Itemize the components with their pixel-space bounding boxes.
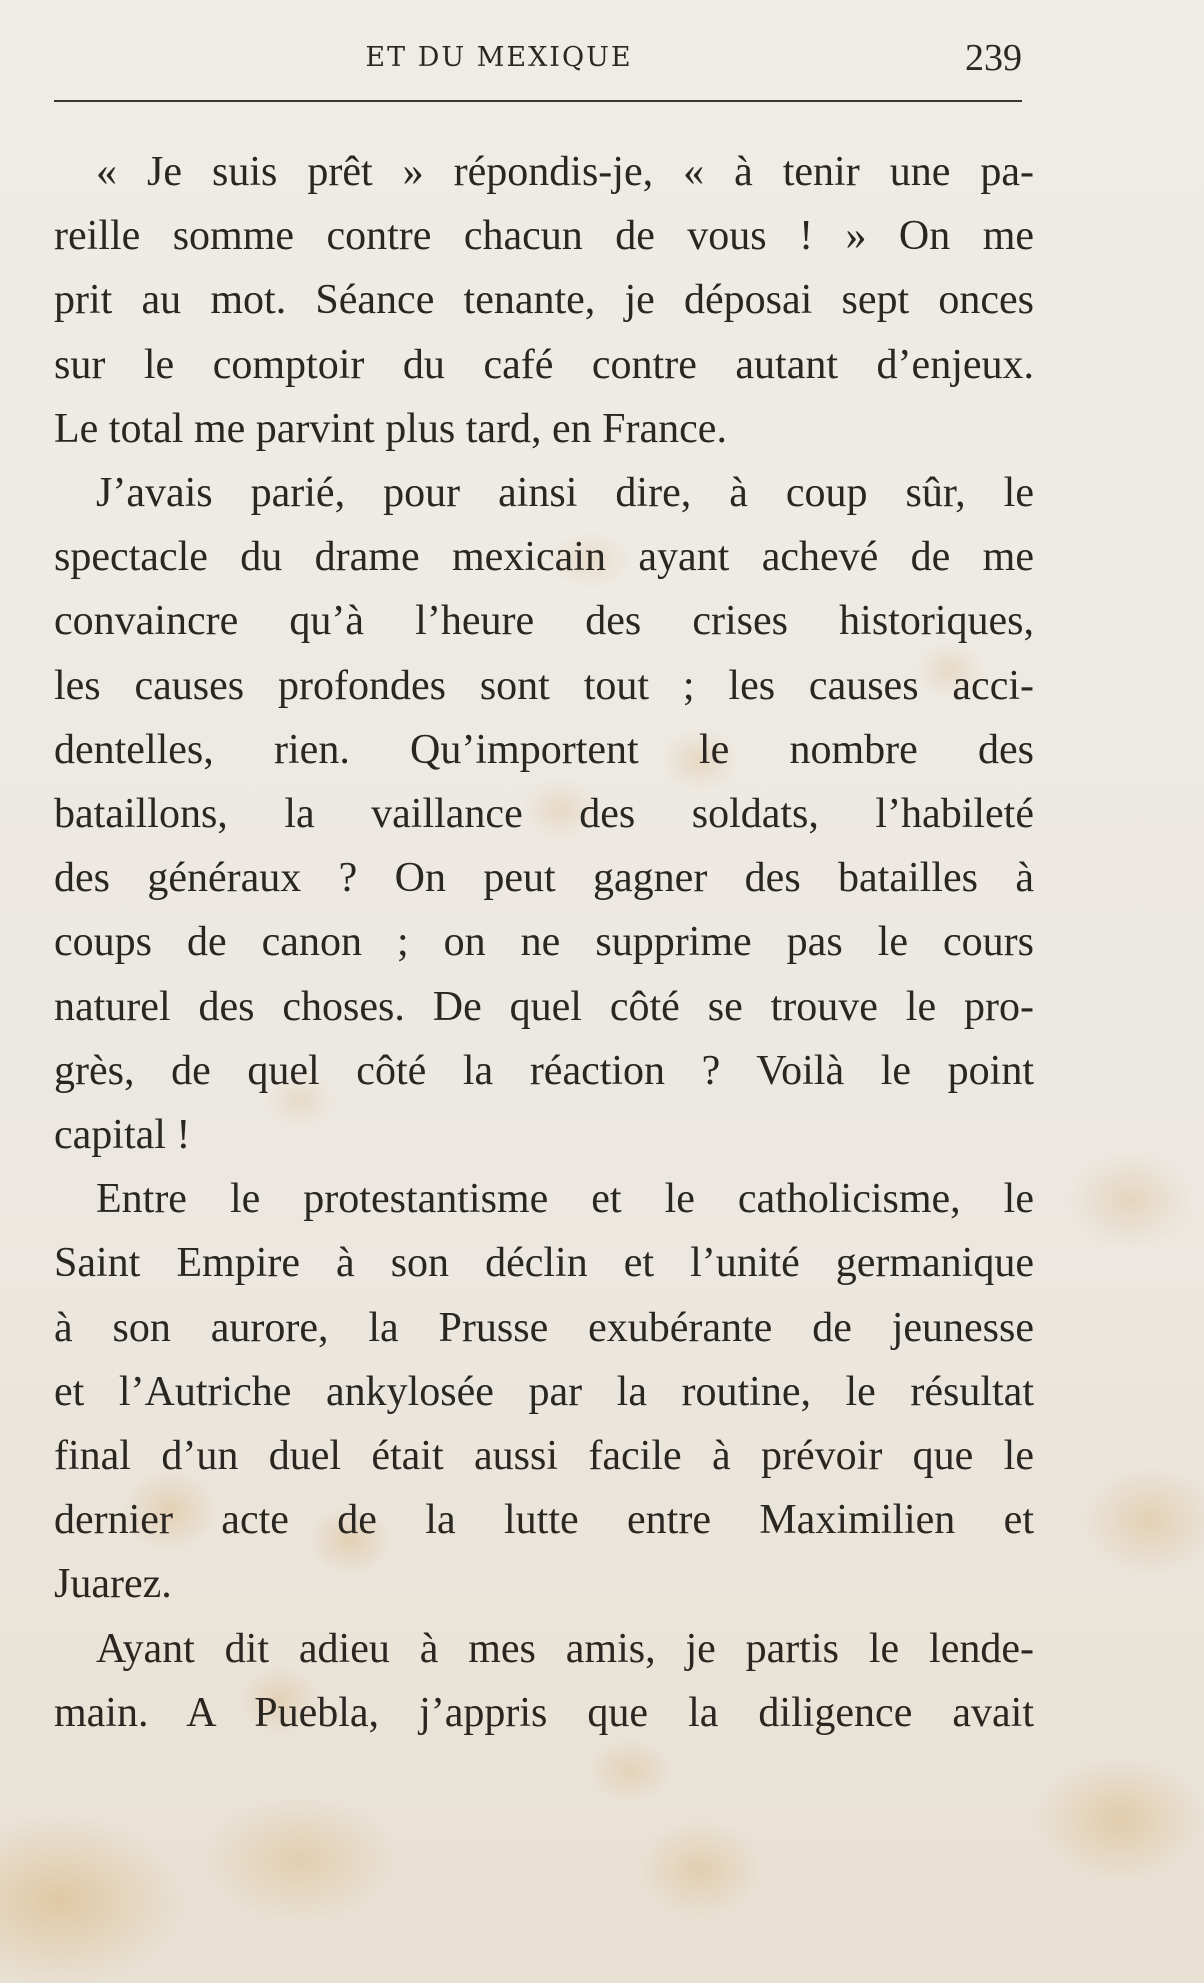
page-number: 239 <box>965 37 1022 79</box>
text-line: main. A Puebla, j’appris que la diligence avait <box>54 1689 1034 1736</box>
text-line: sur le comptoir du café contre autant d’enjeux. <box>54 341 1034 388</box>
text-line: Ayant dit adieu à mes amis, je partis le lende- <box>96 1625 1034 1672</box>
text-line: bataillons, la vaillance des soldats, l’habileté <box>54 791 1034 838</box>
running-head-title: ET DU MEXIQUE <box>365 42 633 73</box>
text-line: et l’Autriche ankylosée par la routine, le résultat <box>54 1368 1034 1415</box>
text-line: « Je suis prêt » répondis-je, « à tenir une pa- <box>96 149 1034 195</box>
text-line: convaincre qu’à l’heure des crises historiques, <box>54 598 1034 645</box>
text-line: J’avais parié, pour ainsi dire, à coup sûr, le <box>96 470 1034 517</box>
text-line: capital ! <box>54 1112 191 1159</box>
text-line: coups de canon ; on ne supprime pas le cours <box>54 919 1034 966</box>
text-line: Saint Empire à son déclin et l’unité germanique <box>54 1240 1034 1287</box>
text-line: des généraux ? On peut gagner des batailles à <box>54 855 1034 902</box>
paragraph-4 <box>54 1617 1034 1745</box>
text-line: dernier acte de la lutte entre Maximilien et <box>54 1497 1034 1544</box>
text-line: à son aurore, la Prusse exubérante de jeunesse <box>54 1304 1034 1351</box>
header-rule <box>54 100 1022 102</box>
running-head <box>56 36 1022 79</box>
text-line: reille somme contre chacun de vous ! » On me <box>54 213 1034 260</box>
body-text <box>54 140 1034 1745</box>
text-line: grès, de quel côté la réaction ? Voilà le point <box>54 1047 1034 1094</box>
paragraph-3 <box>54 1167 1034 1616</box>
text-line: les causes profondes sont tout ; les causes acci- <box>54 662 1034 709</box>
text-line: prit au mot. Séance tenante, je déposai sept onces <box>54 277 1034 324</box>
text-line: spectacle du drame mexicain ayant achevé de me <box>54 534 1034 581</box>
text-line: naturel des choses. De quel côté se trouve le pro- <box>54 983 1034 1030</box>
text-line: Le total me parvint plus tard, en France. <box>54 405 727 452</box>
paragraph-2 <box>54 461 1034 1167</box>
text-line: final d’un duel était aussi facile à prévoir que le <box>54 1433 1034 1480</box>
text-line: Juarez. <box>54 1561 172 1608</box>
text-line: Entre le protestantisme et le catholicisme, le <box>96 1176 1034 1223</box>
paragraph-1 <box>54 140 1034 461</box>
text-line: dentelles, rien. Qu’importent le nombre des <box>54 726 1034 773</box>
